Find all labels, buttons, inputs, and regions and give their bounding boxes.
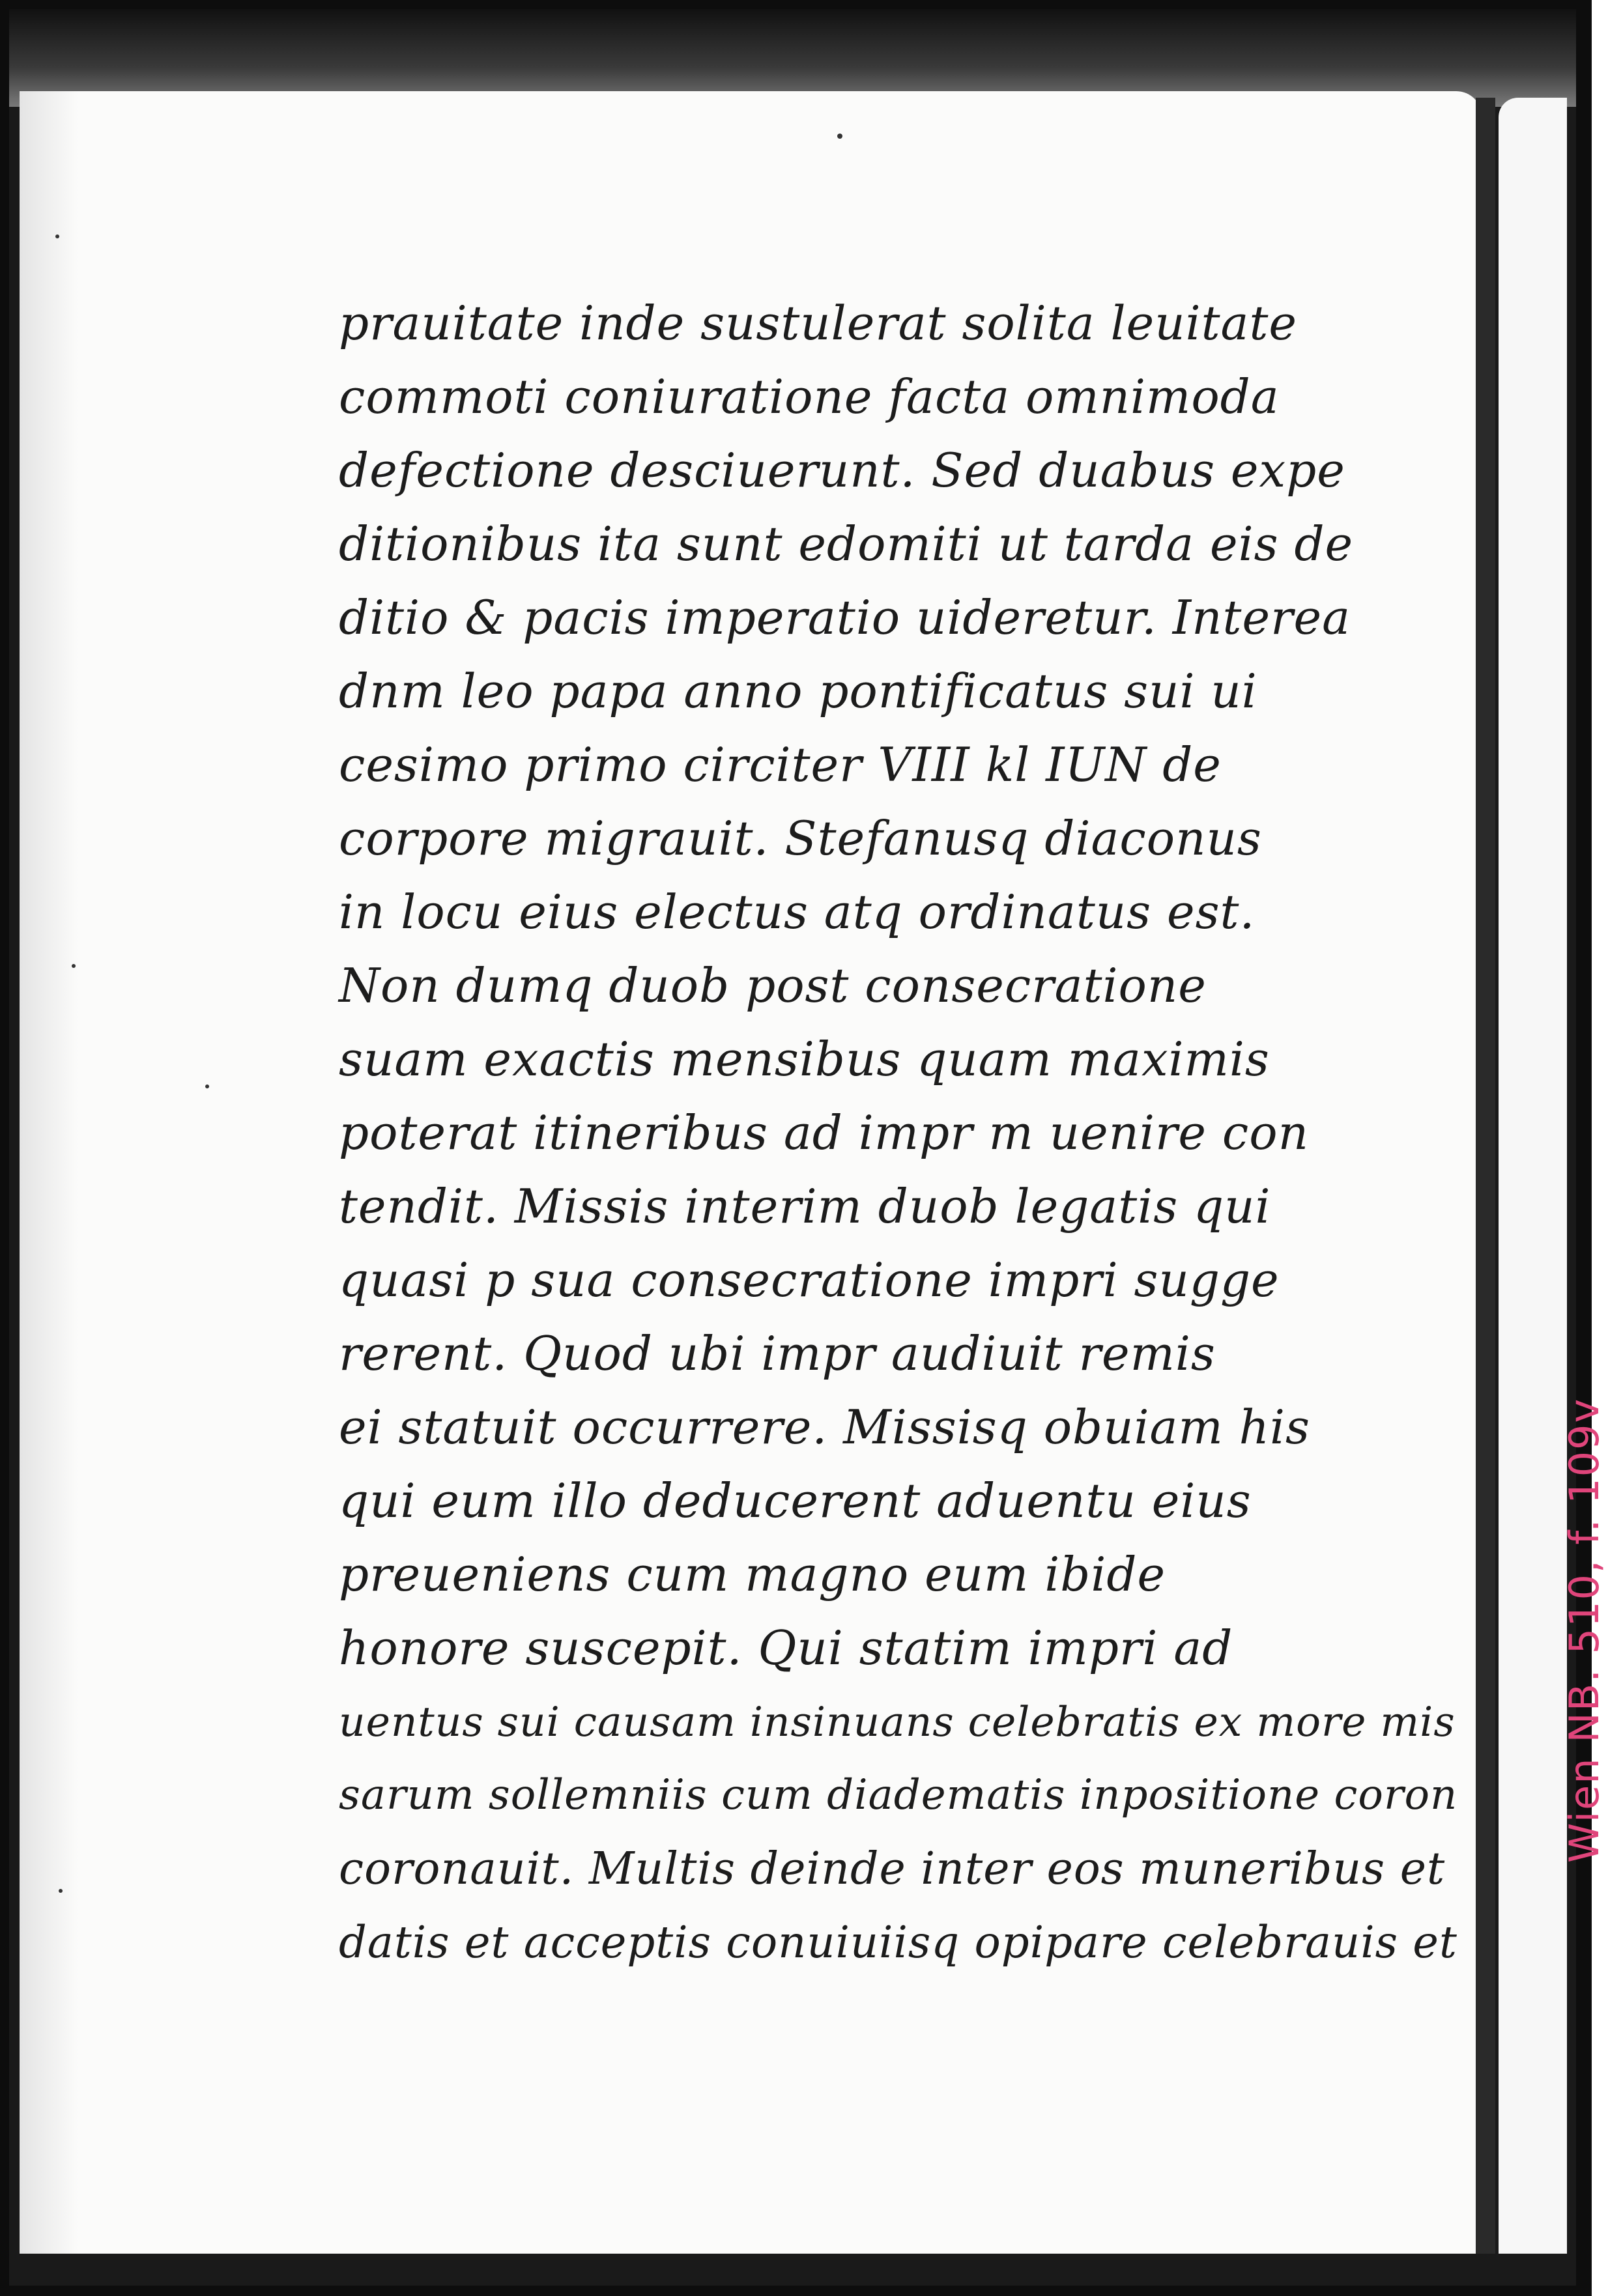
- text-line: qui eum illo deducerent aduentu eius: [339, 1473, 1252, 1528]
- text-line: cesimo primo circiter VIII kl IUN de: [339, 737, 1222, 792]
- ink-speck: [205, 1084, 209, 1088]
- page-gutter-shadow: [20, 91, 78, 2254]
- text-line: corpore migrauit. Stefanusq diaconus: [339, 811, 1262, 866]
- ink-speck: [72, 964, 76, 968]
- text-line: ditionibus ita sunt edomiti ut tarda eis de: [339, 517, 1354, 571]
- page-edge: [1476, 98, 1495, 2254]
- facing-page-strip: [1499, 98, 1567, 2254]
- text-line: preueniens cum magno eum ibide: [339, 1547, 1166, 1602]
- text-line: datis et acceptis conuiuiisq opipare celebrauis et: [339, 1917, 1457, 1968]
- text-line: suam exactis mensibus quam maximis: [339, 1032, 1270, 1086]
- ink-speck: [55, 234, 59, 238]
- text-line: quasi p sua consecratione impri sugge: [339, 1253, 1280, 1307]
- text-line: uentus sui causam insinuans celebratis ex more mis: [339, 1698, 1456, 1746]
- text-line: rerent. Quod ubi impr audiuit remis: [339, 1326, 1216, 1381]
- text-line: ditio & pacis imperatio uideretur. Interea: [339, 590, 1351, 645]
- text-line: poterat itineribus ad impr m uenire con: [339, 1105, 1309, 1160]
- ink-speck: [59, 1889, 63, 1893]
- text-line: defectione desciuerunt. Sed duabus expe: [339, 443, 1345, 498]
- text-line: sarum sollemniis cum diadematis inpositione coron: [339, 1771, 1458, 1819]
- ink-speck: [837, 134, 842, 139]
- text-line: commoti coniuratione facta omnimoda: [339, 369, 1280, 424]
- text-line: tendit. Missis interim duob legatis qui: [339, 1179, 1271, 1234]
- text-line: Non dumq duob post consecratione: [339, 958, 1207, 1013]
- shelfmark-annotation: Wien NB. 510, f. 109v: [1560, 1397, 1608, 1863]
- text-line: ei statuit occurrere. Missisq obuiam his: [339, 1400, 1310, 1454]
- text-line: prauitate inde sustulerat solita leuitate: [339, 296, 1298, 350]
- text-line: honore suscepit. Qui statim impri ad: [339, 1621, 1233, 1675]
- text-line: dnm leo papa anno pontificatus sui ui: [339, 664, 1257, 718]
- manuscript-text: [339, 287, 1459, 1979]
- text-line: coronauit. Multis deinde inter eos muneribus et: [339, 1843, 1446, 1895]
- text-line: in locu eius electus atq ordinatus est.: [339, 885, 1256, 939]
